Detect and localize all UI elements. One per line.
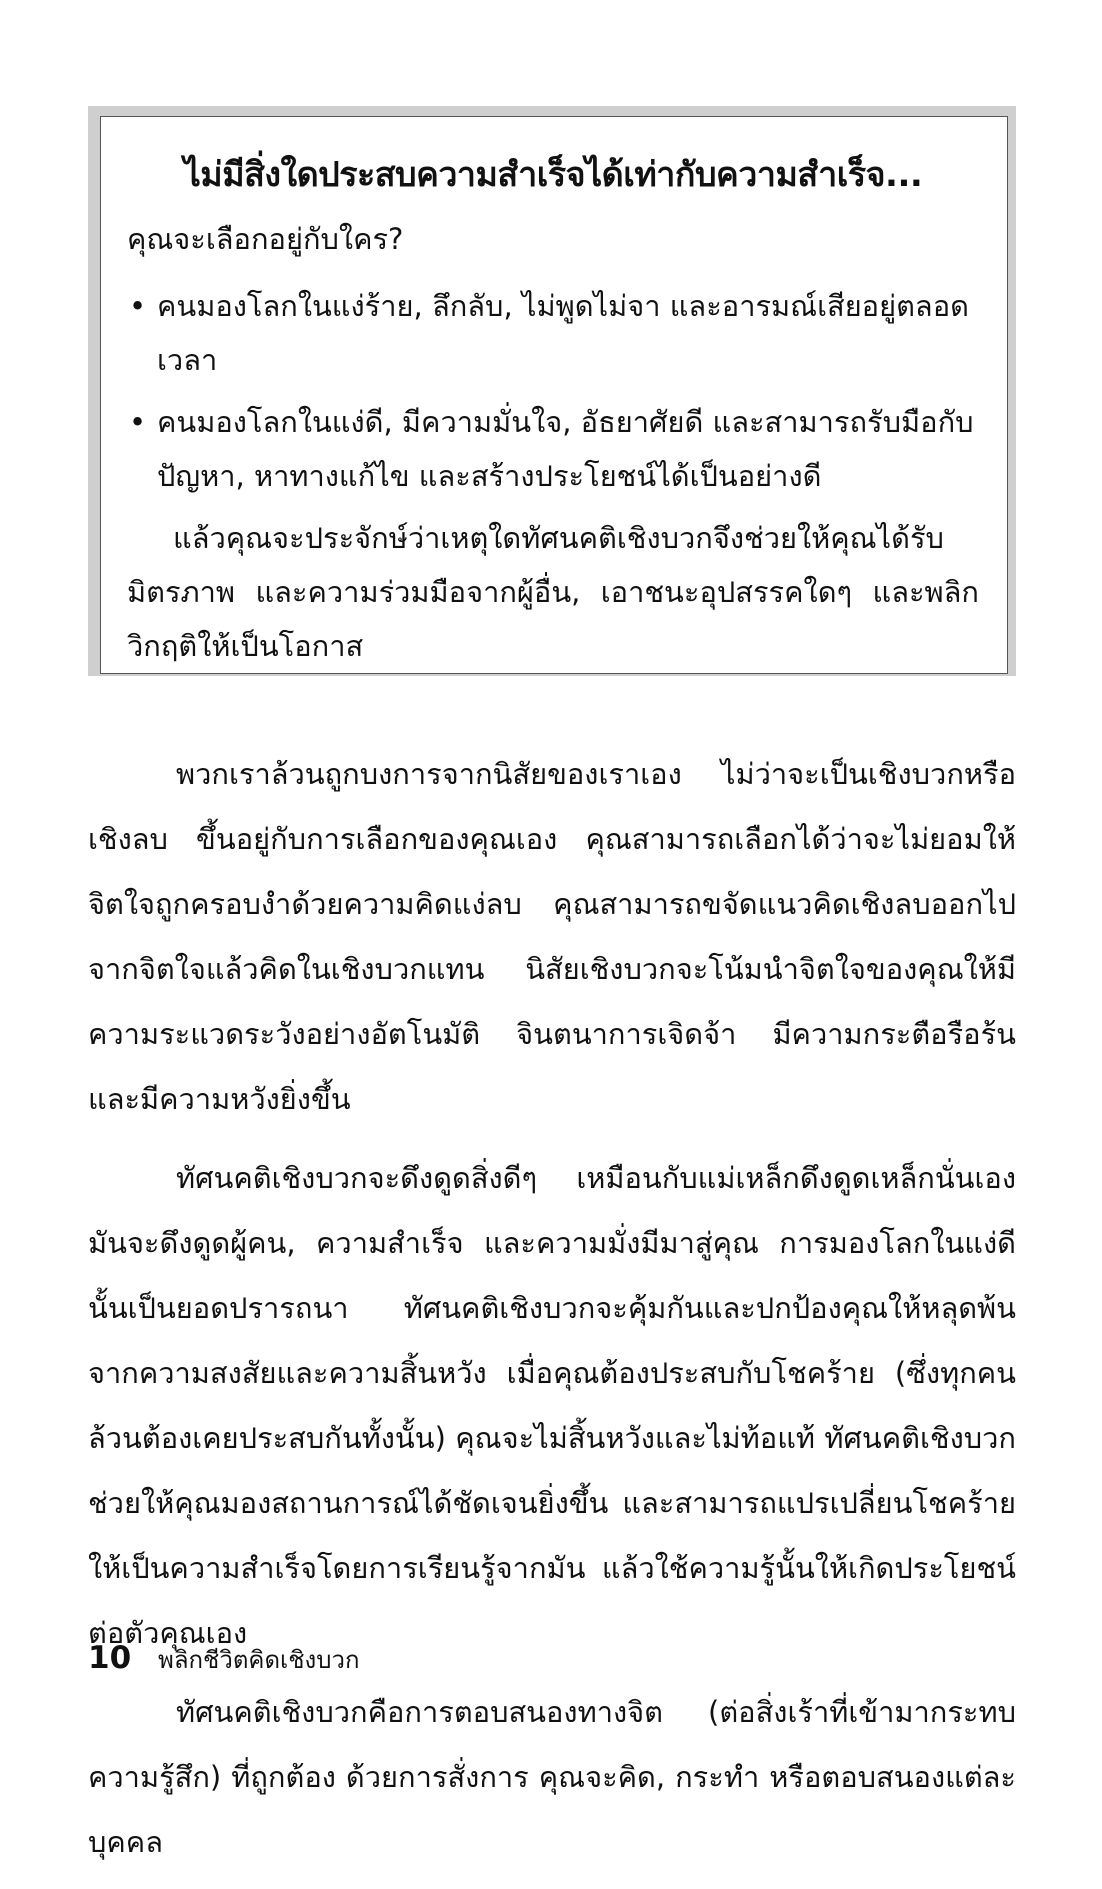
bullet-icon: • bbox=[129, 405, 147, 439]
list-item bbox=[127, 395, 979, 503]
callout-paragraph: แล้วคุณจะประจักษ์ว่าเหตุใดทัศนคติเชิงบวกจึงช่วยให้คุณได้รับมิตรภาพ และความร่วมมือจากผู้อื่น, เอาชนะอุปสรรคใดๆ และพลิกวิกฤติให้เป็นโอกาส bbox=[127, 521, 979, 663]
body-text bbox=[88, 742, 1016, 1889]
page-number: 10 bbox=[88, 1640, 132, 1676]
body-paragraph: พวกเราล้วนถูกบงการจากนิสัยของเราเอง ไม่ว่าจะเป็นเชิงบวกหรือเชิงลบ ขึ้นอยู่กับการเลือกของคุณเอง คุณสามารถเลือกได้ว่าจะไม่ยอมให้จิตใจถูกครอบงำด้วยความคิดแง่ลบ คุณสามารถขจัดแนวคิดเชิงลบออกไปจากจิตใจแล้วคิดในเชิงบวกแทน นิสัยเชิงบวกจะโน้มนำจิตใจของคุณให้มีความระแวดระวังอย่างอัตโนมัติ จินตนาการเจิดจ้า มีความกระตือรือร้น และมีความหวังยิ่งขึ้น bbox=[88, 757, 1016, 1116]
bullet-icon: • bbox=[129, 289, 147, 323]
callout-bullet-list bbox=[127, 279, 979, 503]
callout-box bbox=[100, 116, 1008, 674]
body-paragraph: ทัศนคติเชิงบวกจะดึงดูดสิ่งดีๆ เหมือนกับแม่เหล็กดึงดูดเหล็กนั่นเอง มันจะดึงดูดผู้คน, ความสำเร็จ และความมั่งมีมาสู่คุณ การมองโลกในแง่ดีนั้นเป็นยอดปรารถนา ทัศนคติเชิงบวกจะคุ้มกันและปกป้องคุณให้หลุดพ้นจากความสงสัยและความสิ้นหวัง เมื่อคุณต้องประสบกับโชคร้าย (ซึ่งทุกคนล้วนต้องเคยประสบกันทั้งนั้น) คุณจะไม่สิ้นหวังและไม่ท้อแท้ ทัศนคติเชิงบวกช่วยให้คุณมองสถานการณ์ได้ชัดเจนยิ่งขึ้น และสามารถแปรเปลี่ยนโชคร้ายให้เป็นความสำเร็จโดยการเรียนรู้จากมัน แล้วใช้ความรู้นั้นให้เกิดประโยชน์ต่อตัวคุณเอง bbox=[88, 1161, 1016, 1650]
bullet-text: คนมองโลกในแง่ร้าย, ลึกลับ, ไม่พูดไม่จา และอารมณ์เสียอยู่ตลอดเวลา bbox=[157, 289, 969, 377]
bullet-text: คนมองโลกในแง่ดี, มีความมั่นใจ, อัธยาศัยดี และสามารถรับมือกับปัญหา, หาทางแก้ไข และสร้างประโยชน์ได้เป็นอย่างดี bbox=[157, 405, 974, 493]
callout-title: ไม่มีสิ่งใดประสบความสำเร็จได้เท่ากับความสำเร็จ... bbox=[183, 155, 923, 195]
body-paragraph: ทัศนคติเชิงบวกคือการตอบสนองทางจิต (ต่อสิ่งเร้าที่เข้ามากระทบความรู้สึก) ที่ถูกต้อง ด้วยการสั่งการ คุณจะคิด, กระทำ หรือตอบสนองแต่ละบุคคล bbox=[88, 1695, 1016, 1859]
book-title: พลิกชีวิตคิดเชิงบวก bbox=[158, 1646, 360, 1674]
list-item bbox=[127, 279, 979, 387]
callout-question: คุณจะเลือกอยู่กับใคร? bbox=[127, 222, 404, 256]
page-footer bbox=[88, 1640, 360, 1679]
